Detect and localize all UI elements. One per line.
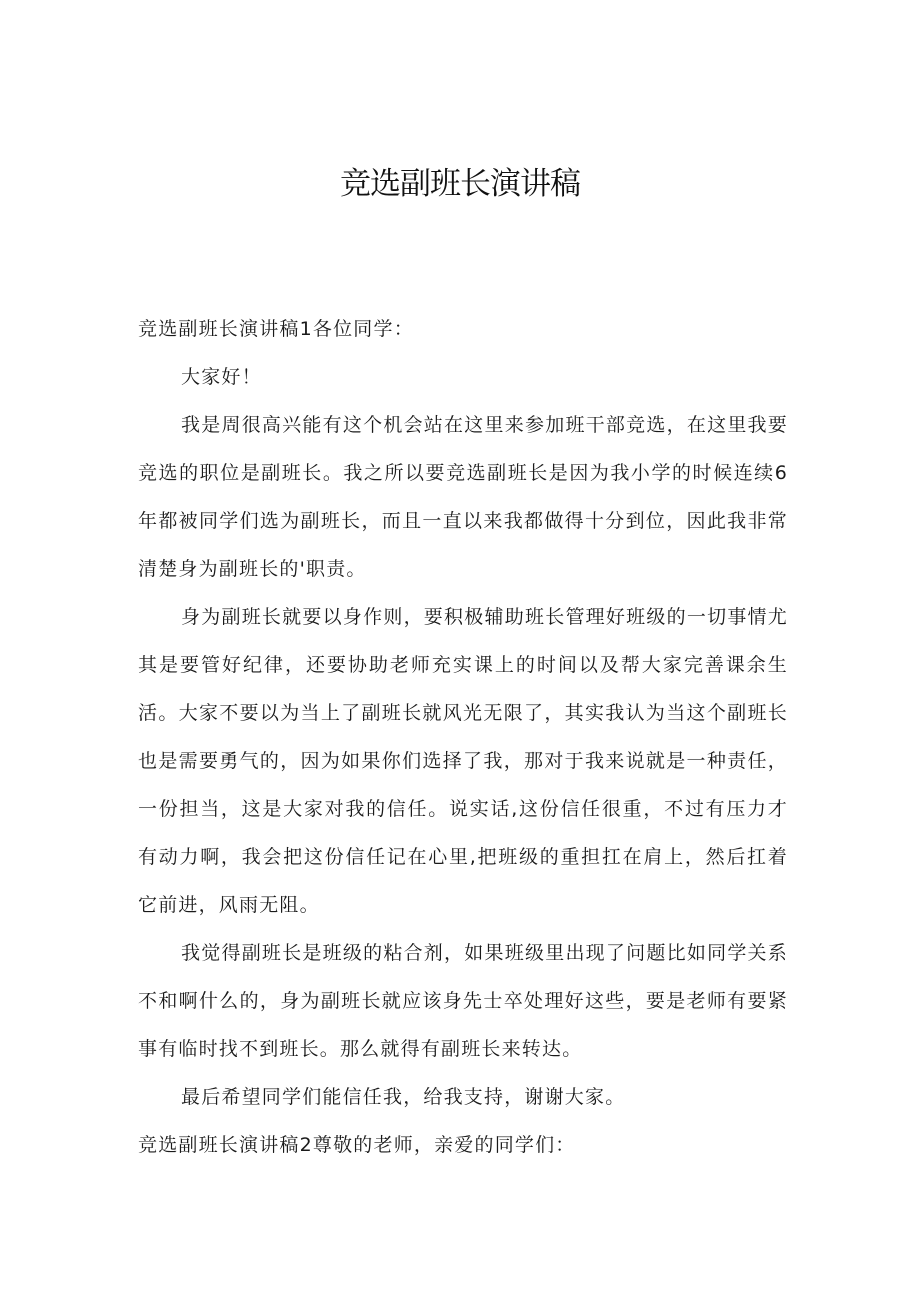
paragraph-duties: 身为副班长就要以身作则，要积极辅助班长管理好班级的一切事情尤其是要管好纪律，还要协助老师充实课上的时间以及帮大家完善课余生活。大家不要以为当上了副班长就风光无限了，其实我认为当这个副班长也是需要勇气的，因为如果你们选择了我，那对于我来说就是一种责任，一份担当，这是大家对我的信任。说实话,这份信任很重，不过有压力才有动力啊，我会把这份信任记在心里,把班级的重担扛在肩上，然后扛着它前进，风雨无阻。 bbox=[138, 606, 788, 916]
paragraph-heading-1: 竞选副班长演讲稿1各位同学： bbox=[138, 318, 414, 340]
paragraph-closing: 最后希望同学们能信任我，给我支持，谢谢大家。 bbox=[181, 1086, 626, 1108]
document-title: 竞选副班长演讲稿 bbox=[340, 166, 580, 202]
document-body bbox=[138, 305, 788, 1169]
paragraph-intro: 我是周很高兴能有这个机会站在这里来参加班干部竞选，在这里我要竞选的职位是副班长。我之所以要竞选副班长是因为我小学的时候连续6年都被同学们选为副班长，而且一直以来我都做得十分到位，因此我非常清楚身为副班长的'职责。 bbox=[138, 414, 788, 580]
paragraph-role: 我觉得副班长是班级的粘合剂，如果班级里出现了问题比如同学关系不和啊什么的，身为副班长就应该身先士卒处理好这些，要是老师有要紧事有临时找不到班长。那么就得有副班长来转达。 bbox=[138, 942, 788, 1060]
paragraph-greeting: 大家好！ bbox=[181, 366, 262, 388]
paragraph-heading-2: 竞选副班长演讲稿2尊敬的老师，亲爱的同学们： bbox=[138, 1134, 576, 1156]
